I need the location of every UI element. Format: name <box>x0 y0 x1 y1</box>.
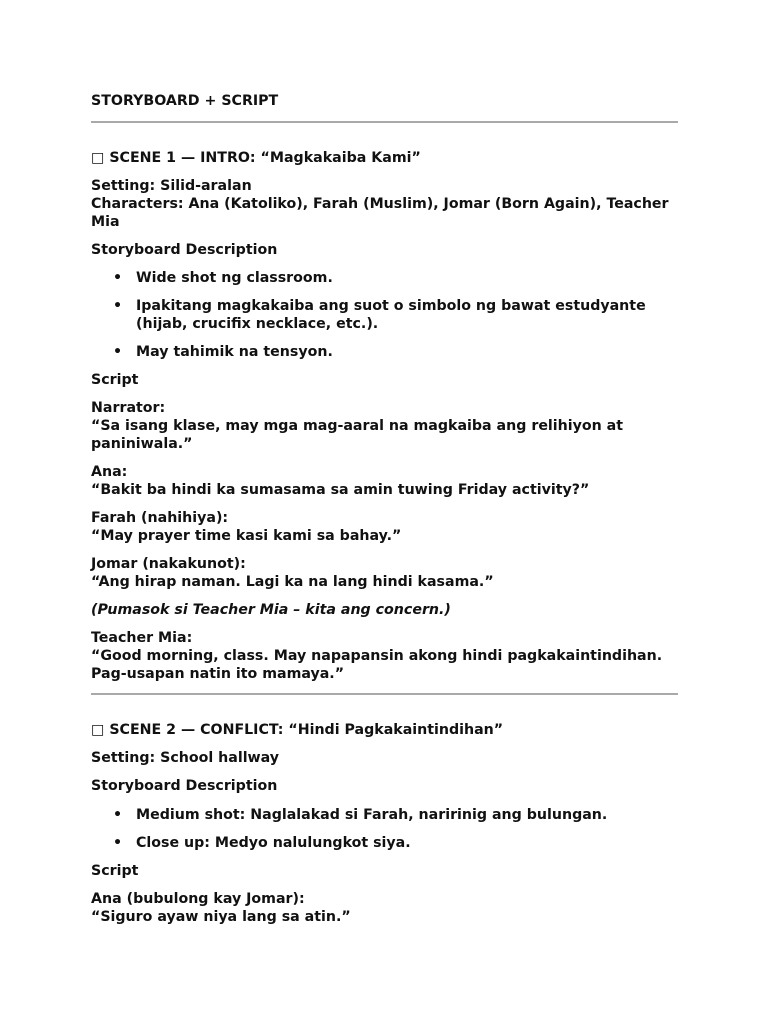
teacher-label: Teacher Mia: <box>91 630 193 646</box>
scene1-script-label: Script <box>91 372 139 388</box>
list-item <box>91 806 679 824</box>
scene1-characters-line1: Characters: Ana (Katoliko), Farah (Muslim), Jomar (Born Again), Teacher <box>91 196 669 212</box>
horizontal-rule <box>91 693 678 695</box>
bullet-icon: • <box>113 270 123 286</box>
scene1-bullet-list <box>91 269 679 287</box>
scene2-storyboard-label: Storyboard Description <box>91 778 278 794</box>
scene2-bullet-list <box>91 806 679 824</box>
farah-line: “May prayer time kasi kami sa bahay.” <box>91 528 402 544</box>
scene2-setting: Setting: School hallway <box>91 750 280 766</box>
list-item-text: Wide shot ng classroom. <box>136 270 333 286</box>
narrator-label: Narrator: <box>91 400 166 416</box>
narrator-line: paniniwala.” <box>91 436 193 452</box>
scene2-script-label: Script <box>91 863 139 879</box>
document-title: STORYBOARD + SCRIPT <box>91 93 279 109</box>
stage-direction: (Pumasok si Teacher Mia – kita ang concern.) <box>91 602 451 618</box>
list-item <box>91 269 679 287</box>
scene2-bullet-list <box>91 834 679 852</box>
scene2-ana-label: Ana (bubulong kay Jomar): <box>91 891 305 907</box>
list-item-text: Ipakitang magkakaiba ang suot o simbolo ng bawat estudyante <box>136 298 646 314</box>
list-item <box>91 834 679 852</box>
scene1-heading: □ SCENE 1 — INTRO: “Magkakaiba Kami” <box>91 150 421 166</box>
list-item-text: May tahimik na tensyon. <box>136 344 333 360</box>
teacher-line: Pag-usapan natin ito mamaya.” <box>91 666 345 682</box>
scene1-setting: Setting: Silid-aralan <box>91 178 252 194</box>
list-item-text: Close up: Medyo nalulungkot siya. <box>136 835 411 851</box>
ana-label: Ana: <box>91 464 128 480</box>
narrator-line: “Sa isang klase, may mga mag-aaral na magkaiba ang relihiyon at <box>91 418 624 434</box>
list-item <box>91 297 679 333</box>
list-item <box>91 343 679 361</box>
list-item-text: (hijab, crucifix necklace, etc.). <box>136 316 379 332</box>
bullet-icon: • <box>113 298 123 314</box>
ana-line: “Bakit ba hindi ka sumasama sa amin tuwing Friday activity?” <box>91 482 590 498</box>
teacher-line: “Good morning, class. May napapansin akong hindi pagkakaintindihan. <box>91 648 663 664</box>
jomar-label: Jomar (nakakunot): <box>91 556 246 572</box>
list-item-text: Medium shot: Naglalakad si Farah, naririnig ang bulungan. <box>136 807 608 823</box>
bullet-icon: • <box>113 835 123 851</box>
bullet-icon: • <box>113 807 123 823</box>
horizontal-rule <box>91 121 678 123</box>
jomar-line: “Ang hirap naman. Lagi ka na lang hindi kasama.” <box>91 574 494 590</box>
scene1-bullet-list <box>91 297 679 333</box>
farah-label: Farah (nahihiya): <box>91 510 229 526</box>
scene1-characters-line2: Mia <box>91 214 120 230</box>
bullet-icon: • <box>113 344 123 360</box>
scene1-bullet-list <box>91 343 679 361</box>
scene2-heading: □ SCENE 2 — CONFLICT: “Hindi Pagkakaintindihan” <box>91 722 504 738</box>
scene2-ana-line: “Siguro ayaw niya lang sa atin.” <box>91 909 351 925</box>
scene1-storyboard-label: Storyboard Description <box>91 242 278 258</box>
